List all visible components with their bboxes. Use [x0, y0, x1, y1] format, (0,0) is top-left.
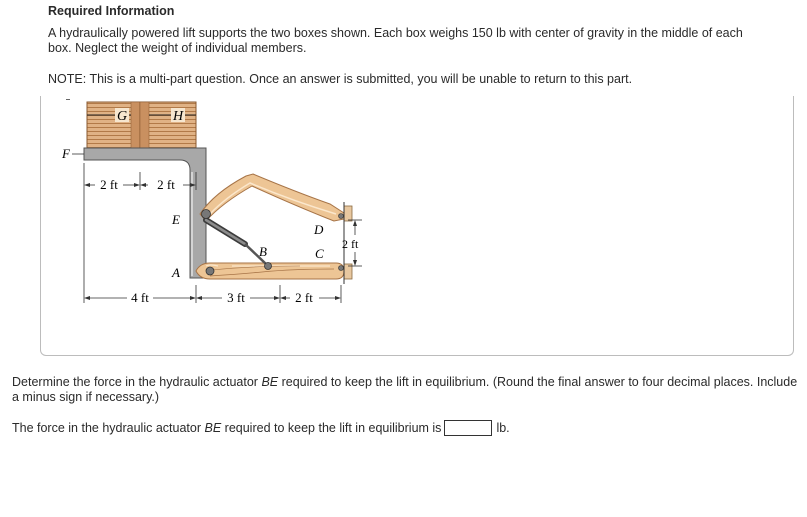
pin-d [339, 214, 344, 219]
question-member: BE [261, 375, 279, 389]
label-g: G [116, 109, 128, 124]
question-text [12, 375, 802, 405]
question-suffix: required to keep the lift in equilibrium. (Round the final answer to four decimal places. Include a minus sign if necessary.) [12, 375, 798, 404]
pin-c [339, 266, 344, 271]
answer-unit: lb. [496, 421, 510, 435]
answer-member: BE [204, 421, 222, 435]
pin-e [202, 210, 211, 219]
dim-cd: 2 ft [342, 237, 359, 251]
label-c: C [315, 246, 324, 261]
answer-field-frame [444, 420, 492, 436]
pin-b [265, 263, 272, 270]
dim-ab: 3 ft [227, 290, 245, 305]
label-b: B [259, 244, 267, 259]
label-h: H [172, 109, 184, 124]
answer-middle: required to keep the lift in equilibrium is [224, 421, 442, 435]
dimension-top [84, 163, 196, 192]
dim-bc: 2 ft [295, 290, 313, 305]
hydraulic-lift-figure [58, 100, 398, 315]
hydraulic-actuator-be [202, 210, 272, 270]
label-e: E [172, 212, 180, 227]
platform-bracket [84, 148, 206, 278]
dimension-right [342, 220, 362, 266]
answer-line [12, 420, 510, 436]
box-g [87, 102, 140, 148]
answer-input[interactable] [445, 421, 491, 435]
upper-arm [200, 174, 344, 221]
answer-prefix: The force in the hydraulic actuator [12, 421, 201, 435]
problem-statement: A hydraulically powered lift supports the two boxes shown. Each box weighs 150 lb with center of gravity in the middle of each box. Neglect the weight of individual members. [48, 26, 743, 55]
label-a: A [172, 265, 180, 280]
section-heading: Required Information [48, 4, 175, 18]
pin-a [206, 267, 214, 275]
box-h [140, 102, 196, 148]
question-prefix: Determine the force in the hydraulic actuator [12, 375, 262, 389]
dim-box-h: 2 ft [157, 177, 175, 192]
label-d: D [314, 222, 324, 237]
dim-base: 4 ft [131, 290, 149, 305]
problem-note: NOTE: This is a multi-part question. Once an answer is submitted, you will be unable to return to this part. [48, 72, 633, 86]
dim-box-g: 2 ft [100, 177, 118, 192]
label-f: F [62, 146, 70, 161]
